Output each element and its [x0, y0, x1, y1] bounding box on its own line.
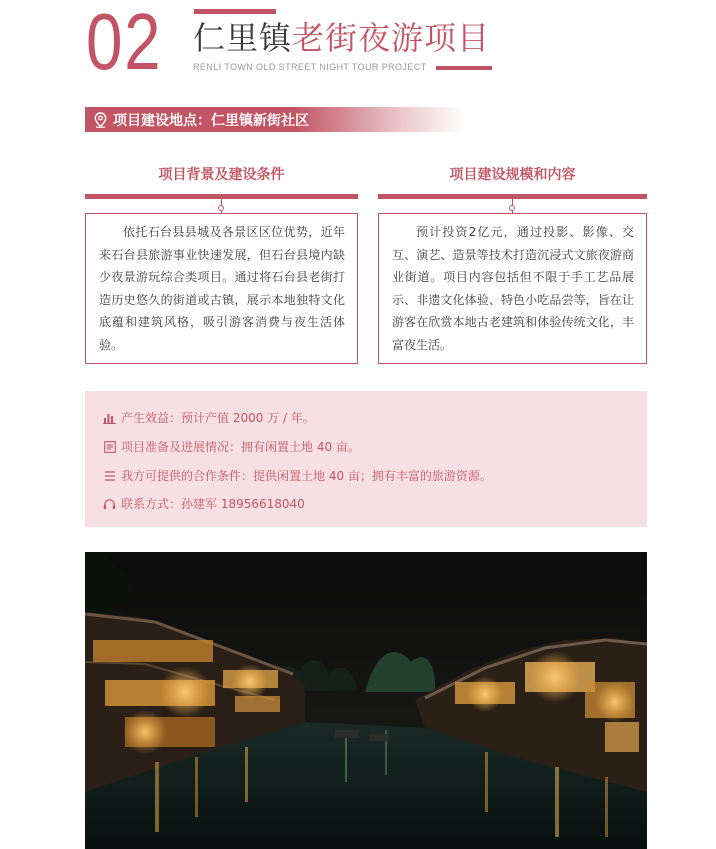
background-text: 依托石台县县城及各景区区位优势，近年来石台县旅游事业快速发展，但石台县境内缺少夜景游玩综合类项目。通过将石台县老街打造历史悠久的街道或古镇，展示本地独特文化底蕴和建筑风格，吸引游客消费与夜生活体验。 [99, 225, 345, 352]
location-banner [85, 107, 465, 132]
info-row-cooperation [103, 467, 492, 484]
night-street-photo [85, 552, 647, 849]
column-heading-background: 项目背景及建设条件 [158, 167, 285, 183]
info-row-progress [103, 438, 360, 455]
info-text-contact: 联系方式：孙建军 18956618040 [121, 497, 305, 511]
connector-dot-left [218, 205, 224, 211]
headset-icon [103, 497, 116, 510]
title-highlight: 老街夜游项目 [292, 19, 491, 57]
document-icon [103, 440, 116, 453]
background-text-box [85, 213, 358, 364]
connector-dot-right [509, 205, 515, 211]
info-row-benefit [103, 409, 315, 426]
page-title [193, 18, 490, 58]
info-row-contact [103, 495, 305, 512]
column-heading-scope: 项目建设规模和内容 [449, 167, 576, 183]
subtitle-accent-bar [436, 66, 492, 70]
page-subtitle: RENLI TOWN OLD STREET NIGHT TOUR PROJECT [193, 62, 427, 72]
list-icon [103, 469, 116, 482]
title-accent-bar [194, 9, 276, 14]
scope-text-box [378, 213, 647, 364]
location-pin-icon [93, 112, 107, 128]
title-prefix: 仁里镇 [193, 19, 293, 57]
scope-text: 预计投资2亿元，通过投影、影像、交互、演艺、造景等技术打造沉浸式文旅夜游商业街道。项目内容包括但不限于手工艺品展示、非遗文化体验、特色小吃品尝等，旨在让游客在欣赏本地古老建筑和体验传统文化，丰富夜生活。 [392, 225, 634, 352]
info-panel [85, 391, 647, 527]
section-number: 02 [86, 0, 163, 86]
bar-chart-icon [103, 411, 116, 424]
info-text-benefit: 产生效益：预计产值 2000 万 / 年。 [121, 411, 315, 425]
info-text-progress: 项目准备及进展情况：拥有闲置土地 40 亩。 [121, 440, 360, 454]
location-text: 项目建设地点：仁里镇新街社区 [113, 112, 309, 129]
info-text-cooperation: 我方可提供的合作条件：提供闲置土地 40 亩；拥有丰富的旅游资源。 [121, 469, 492, 483]
